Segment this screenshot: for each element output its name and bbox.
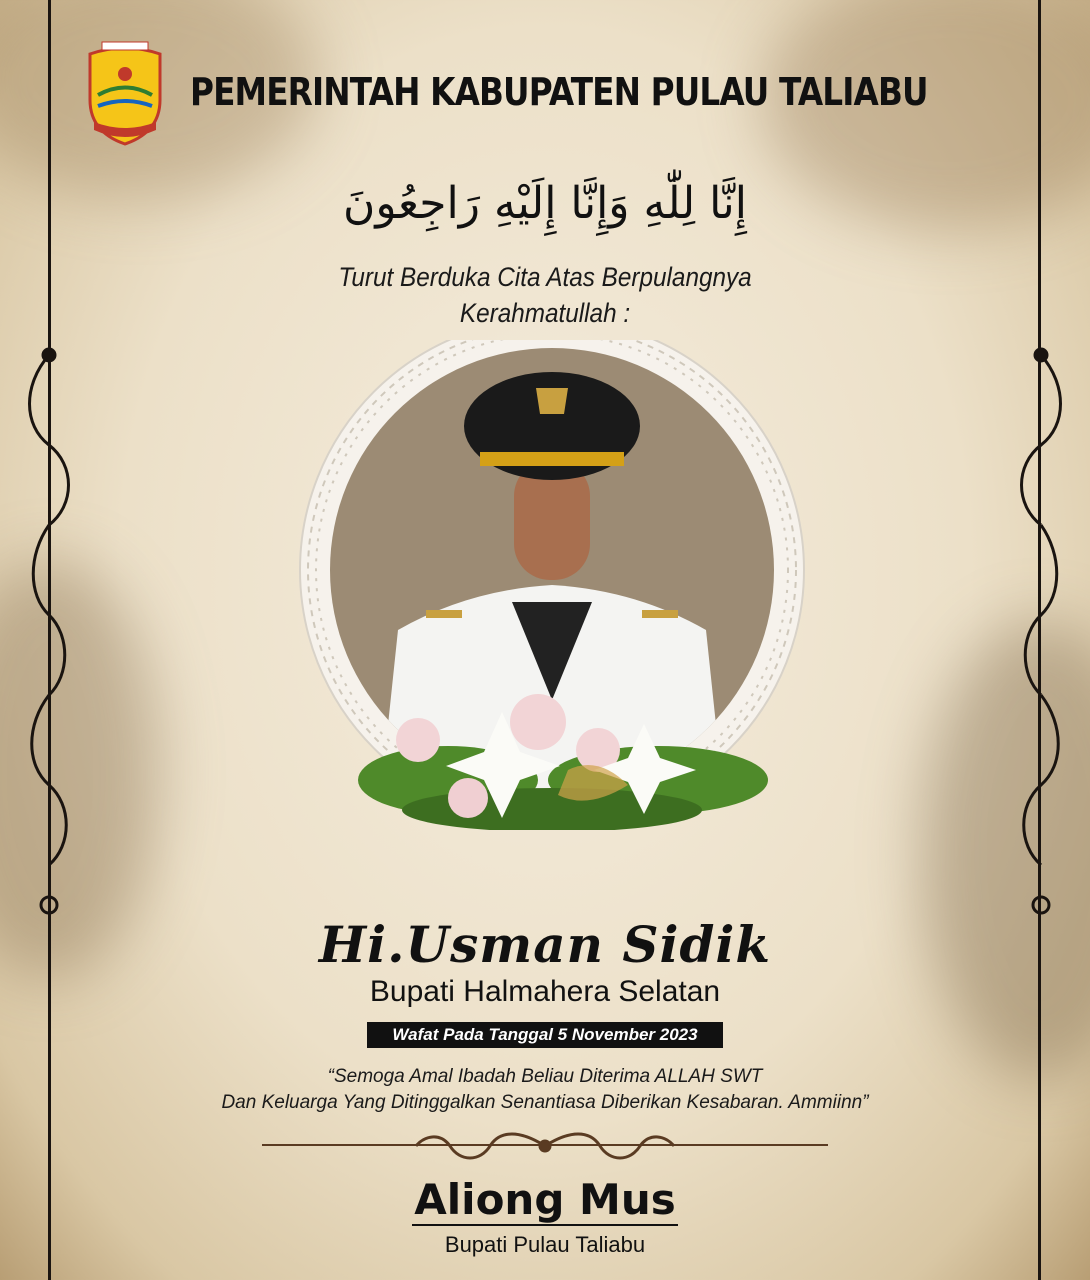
kabupaten-emblem-icon bbox=[84, 40, 166, 150]
page-title: PEMERINTAH KABUPATEN PULAU TALIABU bbox=[190, 70, 928, 114]
deceased-title: Bupati Halmahera Selatan bbox=[369, 975, 721, 1008]
divider-flourish-icon bbox=[410, 1126, 680, 1166]
signer-underline bbox=[412, 1224, 678, 1226]
prayer-line-1: “Semoga Amal Ibadah Beliau Diterima ALLAH SWT bbox=[327, 1066, 763, 1087]
deceased-name: Hi.Usman Sidik bbox=[318, 915, 772, 974]
left-scroll-ornament bbox=[18, 345, 80, 935]
prayer-line-2: Dan Keluarga Yang Ditinggalkan Senantiasa Diberikan Kesabaran. Ammiinn” bbox=[221, 1092, 869, 1113]
condolence-line-2: Kerahmatullah : bbox=[459, 298, 631, 328]
right-scroll-ornament bbox=[1010, 345, 1072, 935]
condolence-line-1: Turut Berduka Cita Atas Berpulangnya bbox=[338, 262, 752, 292]
date-badge: Wafat Pada Tanggal 5 November 2023 bbox=[367, 1022, 723, 1048]
signer-title: Bupati Pulau Taliabu bbox=[444, 1232, 646, 1257]
arabic-calligraphy: إِنَّا لِلّٰهِ وَإِنَّا إِلَيْهِ رَاجِعُونَ bbox=[343, 178, 747, 229]
signer-name: Aliong Mus bbox=[414, 1175, 676, 1224]
memorial-portrait bbox=[288, 340, 816, 830]
